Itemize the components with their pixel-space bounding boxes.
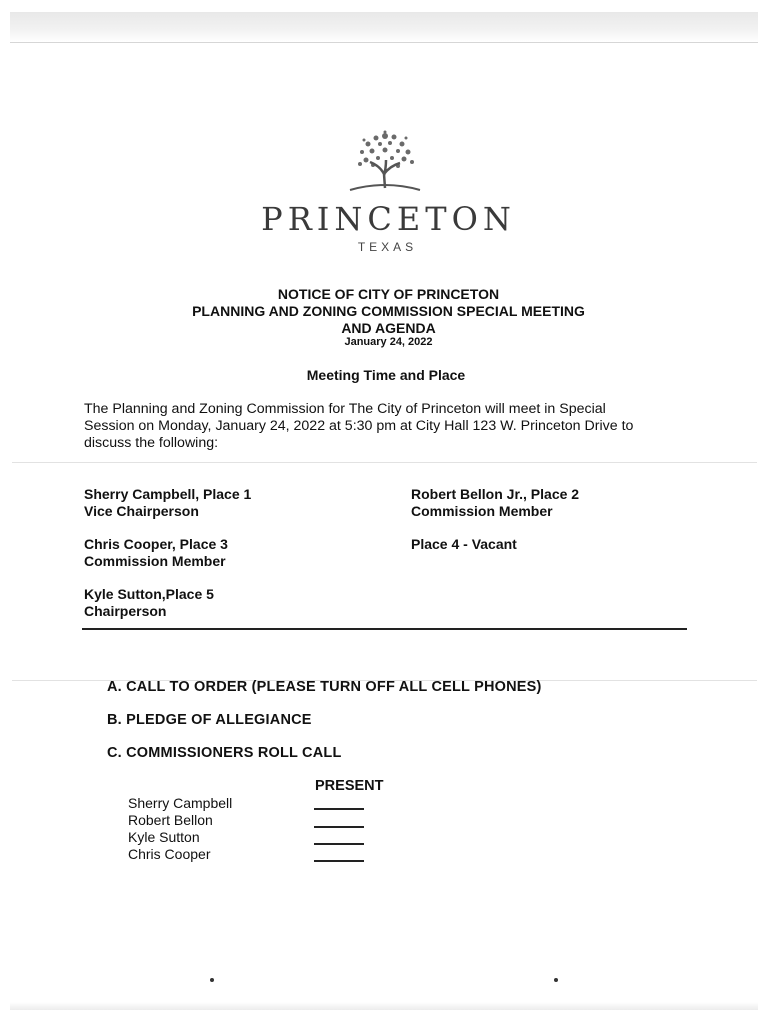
present-blank <box>314 808 364 810</box>
member-place-5 <box>84 586 214 620</box>
agenda-item-b: B. PLEDGE OF ALLEGIANCE <box>107 712 312 728</box>
member-name: Kyle Sutton,Place 5 <box>84 586 214 602</box>
scan-bottom-edge <box>10 1002 758 1010</box>
roll-call-name: Kyle Sutton <box>128 829 200 845</box>
agenda-item-a: A. CALL TO ORDER (PLEASE TURN OFF ALL CELL PHONES) <box>107 679 542 695</box>
member-place-2 <box>411 486 579 520</box>
member-name: Robert Bellon Jr., Place 2 <box>411 486 580 502</box>
scan-line <box>12 462 757 463</box>
scan-top-edge <box>10 12 758 43</box>
present-blank <box>314 860 364 862</box>
notice-title: NOTICE OF CITY OF PRINCETON <box>277 286 500 302</box>
member-place-3 <box>84 536 228 570</box>
present-blank <box>314 826 364 828</box>
city-name: PRINCETON <box>261 200 516 238</box>
meeting-time-place-heading: Meeting Time and Place <box>306 367 466 383</box>
city-state: TEXAS <box>357 240 418 254</box>
intro-line: discuss the following: <box>84 435 219 451</box>
member-place-4 <box>411 536 517 553</box>
meeting-date: January 24, 2022 <box>344 336 433 348</box>
member-place-1 <box>84 486 251 520</box>
tree-logo-icon <box>340 122 430 196</box>
scan-speck <box>554 978 558 982</box>
roll-call-name: Chris Cooper <box>128 846 211 862</box>
divider-rule <box>405 628 687 630</box>
member-name: Chris Cooper, Place 3 <box>84 536 228 552</box>
member-role: Commission Member <box>84 553 226 569</box>
member-role: Commission Member <box>411 503 553 519</box>
roll-call-name: Sherry Campbell <box>128 795 233 811</box>
intro-paragraph <box>84 401 687 452</box>
member-role: Chairperson <box>84 603 167 619</box>
scan-speck <box>210 978 214 982</box>
present-blank <box>314 843 364 845</box>
member-name: Place 4 - Vacant <box>411 536 517 552</box>
member-name: Sherry Campbell, Place 1 <box>84 486 252 502</box>
divider-rule <box>82 628 405 630</box>
agenda-item-c: C. COMMISSIONERS ROLL CALL <box>107 745 342 761</box>
present-header: PRESENT <box>315 778 384 794</box>
intro-line: Session on Monday, January 24, 2022 at 5:30 pm at City Hall 123 W. Princeton Drive to <box>84 418 634 434</box>
roll-call-name: Robert Bellon <box>128 812 213 828</box>
notice-subtitle: PLANNING AND ZONING COMMISSION SPECIAL MEETING <box>192 303 585 319</box>
member-role: Vice Chairperson <box>84 503 199 519</box>
notice-agenda-line: AND AGENDA <box>341 320 436 336</box>
intro-line: The Planning and Zoning Commission for The City of Princeton will meet in Special <box>84 401 606 417</box>
